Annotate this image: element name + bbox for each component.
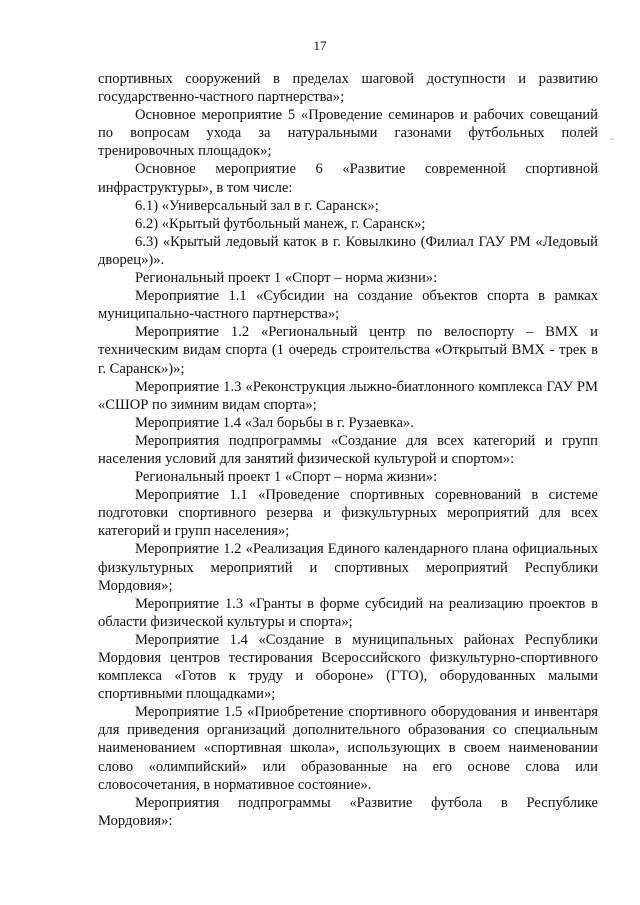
document-body [98, 70, 598, 830]
paragraph: Мероприятие 1.4 «Зал борьбы в г. Рузаевка». [135, 414, 414, 431]
paragraph: Мероприятие 1.2 «Реализация Единого календарного плана официальных физкультурных мероприятий и спортивных мероприятий Республики Мордовия»; [98, 541, 598, 594]
paragraph: Региональный проект 1 «Спорт – норма жизни»: [135, 469, 438, 486]
paragraph: Мероприятия подпрограммы «Создание для всех категорий и групп населения условий для занятий физической культурой и спортом»: [98, 432, 598, 467]
paragraph: 6.2) «Крытый футбольный манеж, г. Саранск»; [135, 215, 426, 232]
paragraph: спортивных сооружений в пределах шаговой доступности и развитию государственно-частного партнерства»; [98, 71, 598, 106]
paragraph: 6.3) «Крытый ледовый каток в г. Ковылкино (Филиал ГАУ РМ «Ледовый дворец»)». [98, 233, 598, 268]
page-number: 17 [313, 38, 327, 53]
paragraph: Мероприятие 1.3 «Реконструкция лыжно-биатлонного комплекса ГАУ РМ «СШОР по зимним видам спорта»; [98, 378, 598, 413]
paragraph: Мероприятие 1.2 «Региональный центр по велоспорту – ВМХ и техническим видам спорта (1 очередь строительства «Открытый ВМХ - трек в г. Саранск»)»; [98, 324, 598, 377]
paragraph: Региональный проект 1 «Спорт – норма жизни»: [135, 270, 438, 287]
paragraph: Основное мероприятие 6 «Развитие современной спортивной инфраструктуры», в том числе: [98, 161, 598, 196]
paragraph: 6.1) «Универсальный зал в г. Саранск»; [135, 197, 379, 214]
paragraph: Мероприятие 1.5 «Приобретение спортивного оборудования и инвентаря для приведения организаций дополнительного образования со специальным наименованием «спортивная школа», использующих в своем наименовании слово «олимпийский» или образованные на его основе слова или словосочетания, в нормативное состояние». [98, 704, 598, 793]
paragraph: Мероприятие 1.4 «Создание в муниципальных районах Республики Мордовия центров тестирования Всероссийского физкультурно-спортивного комплекса «Готов к труду и обороне» (ГТО), оборудованных малыми спортивными площадками»; [98, 631, 598, 703]
paragraph: Мероприятие 1.1 «Субсидии на создание объектов спорта в рамках муниципально-частного партнерства»; [98, 288, 598, 323]
paragraph: Мероприятия подпрограммы «Развитие футбола в Республике Мордовия»: [98, 794, 598, 829]
scan-dash-mark: - [610, 131, 614, 145]
paragraph: Мероприятие 1.3 «Гранты в форме субсидий на реализацию проектов в области физической культуры и спорта»; [98, 595, 598, 630]
paragraph: Мероприятие 1.1 «Проведение спортивных соревнований в системе подготовки спортивного резерва и физкультурных мероприятий для всех категорий и групп населения»; [98, 487, 598, 540]
paragraph: Основное мероприятие 5 «Проведение семинаров и рабочих совещаний по вопросам ухода за натуральными газонами футбольных полей тренировочных площадок»; [98, 107, 598, 160]
